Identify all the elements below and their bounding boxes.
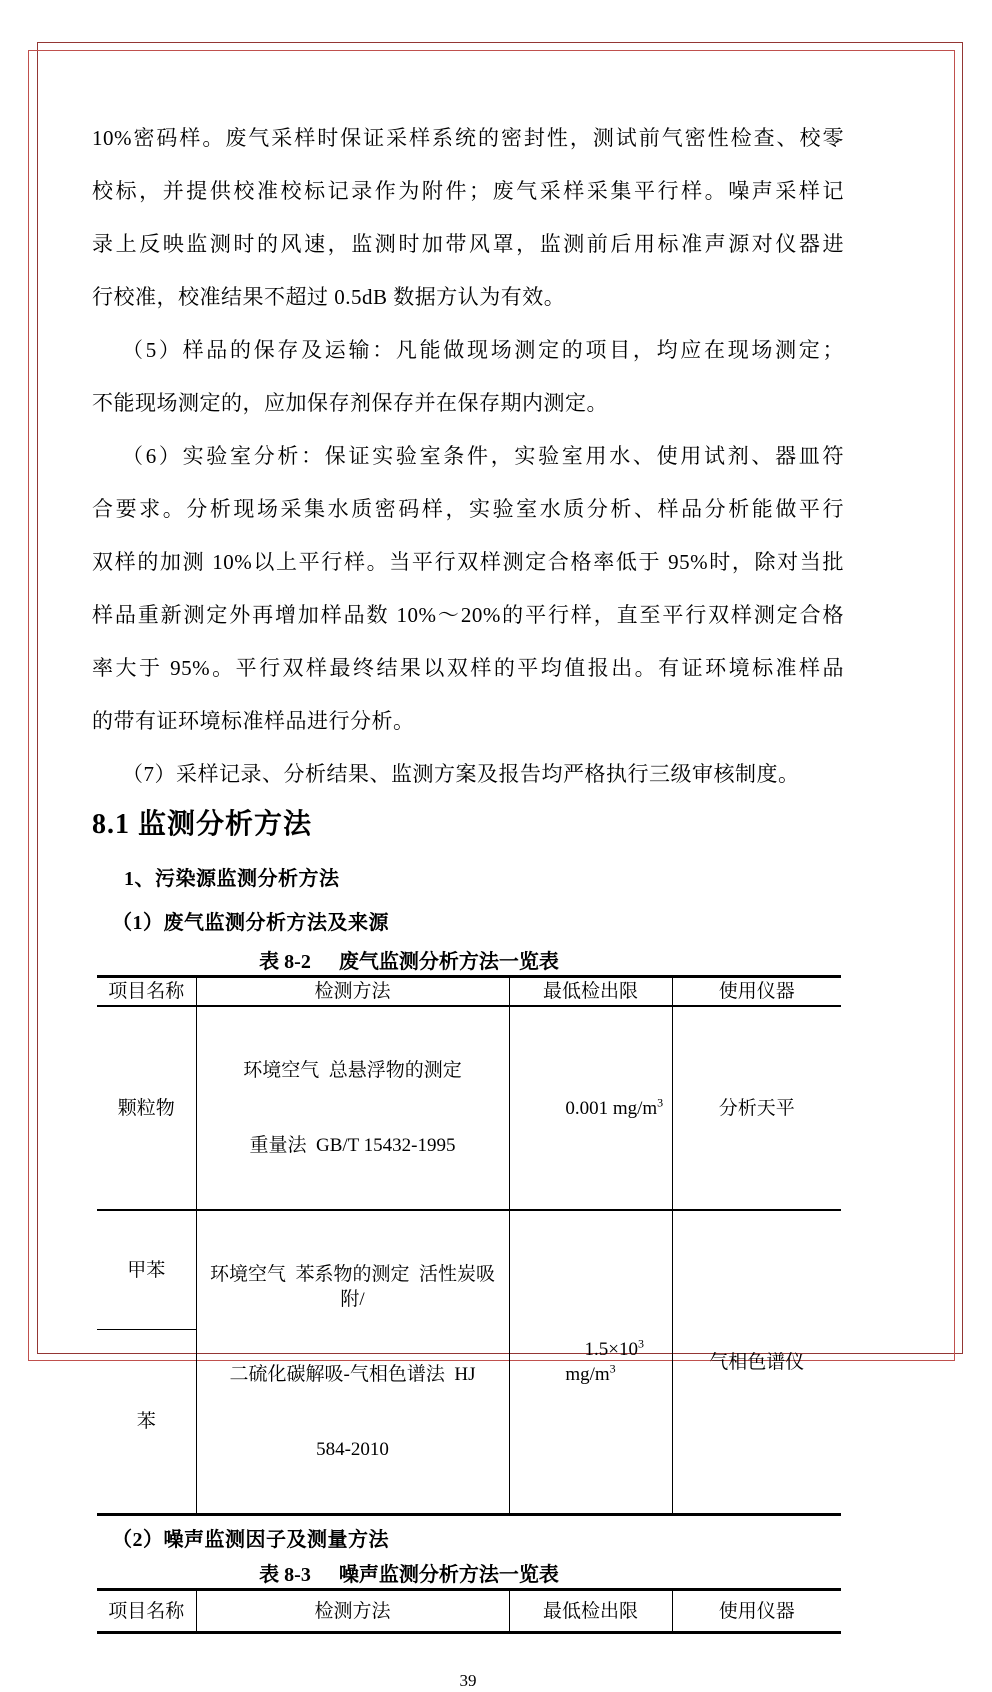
body-line: （7）采样记录、分析结果、监测方案及报告均严格执行三级审核制度。 bbox=[122, 762, 800, 786]
body-line: 录上反映监测时的风速，监测时加带风罩，监测前后用标准声源对仪器进 bbox=[92, 232, 844, 256]
column-header-item-name: 项目名称 bbox=[97, 1590, 196, 1633]
cell-item-particulate: 颗粒物 bbox=[97, 1006, 196, 1210]
table-row-particulate bbox=[97, 1006, 841, 1210]
method-line: 二硫化碳解吸-气相色谱法 HJ bbox=[229, 1364, 476, 1385]
page-content bbox=[92, 112, 844, 1692]
section-heading: 8.1 监测分析方法 bbox=[92, 809, 313, 840]
cell-instrument-particulate: 分析天平 bbox=[672, 1006, 841, 1210]
table-8-2-caption-title: 废气监测分析方法一览表 bbox=[338, 951, 559, 973]
limit-exponent: 3 bbox=[657, 1095, 664, 1110]
table-8-2-caption-label: 表 8-2 bbox=[259, 951, 311, 973]
method-line: 环境空气 总悬浮物的测定 bbox=[243, 1060, 462, 1081]
method-line: 重量法 GB/T 15432-1995 bbox=[249, 1135, 456, 1156]
column-header-method: 检测方法 bbox=[196, 977, 509, 1007]
column-header-method: 检测方法 bbox=[196, 1590, 509, 1633]
subheading-waste-gas-methods: （1）废气监测分析方法及来源 bbox=[112, 912, 389, 934]
table-8-3-caption-title: 噪声监测分析方法一览表 bbox=[338, 1564, 559, 1586]
column-header-item-name: 项目名称 bbox=[97, 977, 196, 1007]
cell-method-particulate bbox=[196, 1006, 509, 1210]
body-line: 的带有证环境标准样品进行分析。 bbox=[92, 709, 415, 733]
limit-value: 1.5×10 bbox=[584, 1339, 638, 1360]
body-line: 行校准，校准结果不超过 0.5dB 数据方认为有效。 bbox=[92, 285, 566, 309]
limit-value: 0.001 mg/m bbox=[565, 1097, 658, 1119]
table-row-toluene bbox=[97, 1210, 841, 1330]
subheading-noise-methods: （2）噪声监测因子及测量方法 bbox=[112, 1529, 389, 1551]
table-8-3 bbox=[97, 1588, 841, 1634]
table-8-2 bbox=[97, 975, 841, 1516]
method-line: 环境空气 苯系物的测定 活性炭吸附/ bbox=[209, 1264, 495, 1310]
cell-item-toluene: 甲苯 bbox=[97, 1210, 196, 1330]
table-8-2-caption bbox=[97, 949, 841, 975]
table-8-3-header-row bbox=[97, 1590, 841, 1633]
body-line: 双样的加测 10%以上平行样。当平行双样测定合格率低于 95%时，除对当批 bbox=[92, 550, 844, 574]
method-line: 584-2010 bbox=[316, 1439, 389, 1460]
body-line: （6）实验室分析：保证实验室条件，实验室用水、使用试剂、器皿符 bbox=[122, 444, 844, 468]
body-line: 合要求。分析现场采集水质密码样，实验室水质分析、样品分析能做平行 bbox=[92, 497, 844, 521]
limit-unit: mg/m bbox=[565, 1339, 649, 1385]
body-line: 率大于 95%。平行双样最终结果以双样的平均值报出。有证环境标准样品 bbox=[92, 656, 844, 680]
cell-method-benzene bbox=[196, 1210, 509, 1515]
cell-instrument-benzene: 气相色谱仪 bbox=[672, 1210, 841, 1515]
table-8-2-header-row bbox=[97, 977, 841, 1007]
page-number: 39 bbox=[459, 1671, 477, 1690]
column-header-detection-limit: 最低检出限 bbox=[509, 977, 672, 1007]
cell-limit-particulate bbox=[509, 1006, 672, 1210]
column-header-detection-limit: 最低检出限 bbox=[509, 1590, 672, 1633]
table-8-3-caption bbox=[97, 1562, 841, 1588]
body-line: 10%密码样。废气采样时保证采样系统的密封性，测试前气密性检查、校零 bbox=[92, 126, 844, 150]
body-line: 校标，并提供校准校标记录作为附件；废气采样采集平行样。噪声采样记 bbox=[92, 179, 844, 203]
column-header-instrument: 使用仪器 bbox=[672, 977, 841, 1007]
table-8-3-caption-label: 表 8-3 bbox=[259, 1564, 311, 1586]
cell-limit-benzene bbox=[509, 1210, 672, 1515]
body-line: （5）样品的保存及运输：凡能做现场测定的项目，均应在现场测定； bbox=[122, 338, 844, 362]
body-line: 样品重新测定外再增加样品数 10%～20%的平行样，直至平行双样测定合格 bbox=[92, 603, 844, 627]
body-line: 不能现场测定的，应加保存剂保存并在保存期内测定。 bbox=[92, 391, 608, 415]
limit-unit-exponent: 3 bbox=[609, 1361, 616, 1376]
cell-item-benzene: 苯 bbox=[136, 1411, 156, 1433]
limit-exponent: 3 bbox=[637, 1336, 644, 1351]
column-header-instrument: 使用仪器 bbox=[672, 1590, 841, 1633]
subheading-pollution-source: 1、污染源监测分析方法 bbox=[124, 868, 340, 890]
